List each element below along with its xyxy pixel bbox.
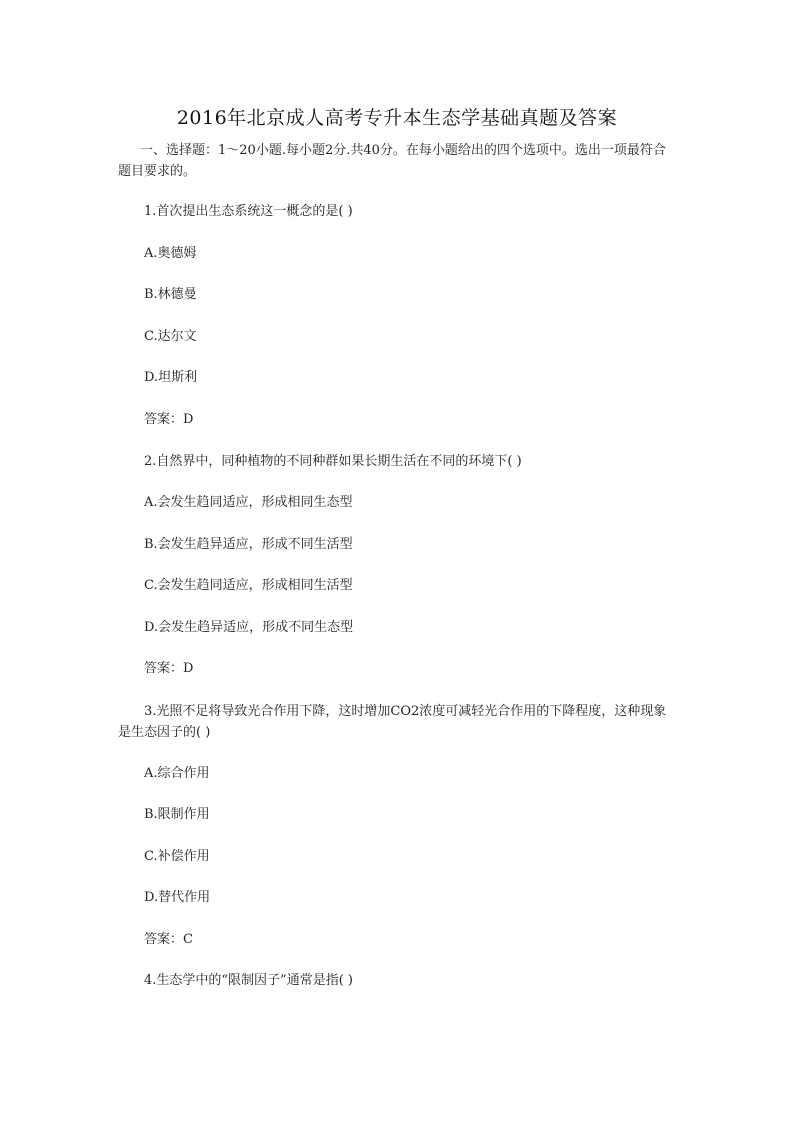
question-3-option-d: D.替代作用 xyxy=(144,890,211,905)
question-3-stem: 3.光照不足将导致光合作用下降，这时增加CO2浓度可减轻光合作用的下降程度，这种现象是生态因子的( ) xyxy=(118,704,667,740)
question-1-stem: 1.首次提出生态系统这一概念的是( ) xyxy=(144,204,353,219)
question-1-answer: 答案：D xyxy=(144,412,194,427)
question-3-option-a: A.综合作用 xyxy=(144,766,210,781)
question-2-option-b: B.会发生趋异适应，形成不同生活型 xyxy=(144,537,353,552)
question-3-option-b: B.限制作用 xyxy=(144,807,210,822)
question-4-stem: 4.生态学中的“限制因子”通常是指( ) xyxy=(144,973,353,988)
question-2-option-c: C.会发生趋同适应，形成相同生活型 xyxy=(144,578,353,593)
question-1-option-d: D.坦斯利 xyxy=(144,370,198,385)
question-2-stem: 2.自然界中，同种植物的不同种群如果长期生活在不同的环境下( ) xyxy=(144,454,522,469)
section-instructions: 一、选择题：1～20小题.每小题2分.共40分。在每小题给出的四个选项中。选出一项最符合题目要求的。 xyxy=(118,143,666,179)
question-3-answer: 答案：C xyxy=(144,932,193,947)
question-2-answer: 答案：D xyxy=(144,661,194,676)
question-2-option-d: D.会发生趋异适应，形成不同生态型 xyxy=(144,620,354,635)
question-1-option-a: A.奥德姆 xyxy=(144,246,197,261)
question-3-option-c: C.补偿作用 xyxy=(144,849,210,864)
question-1-option-b: B.林德曼 xyxy=(144,287,197,302)
page-title: 2016年北京成人高考专升本生态学基础真题及答案 xyxy=(176,107,618,129)
question-1-option-c: C.达尔文 xyxy=(144,329,197,344)
question-2-option-a: A.会发生趋同适应，形成相同生态型 xyxy=(144,495,353,510)
